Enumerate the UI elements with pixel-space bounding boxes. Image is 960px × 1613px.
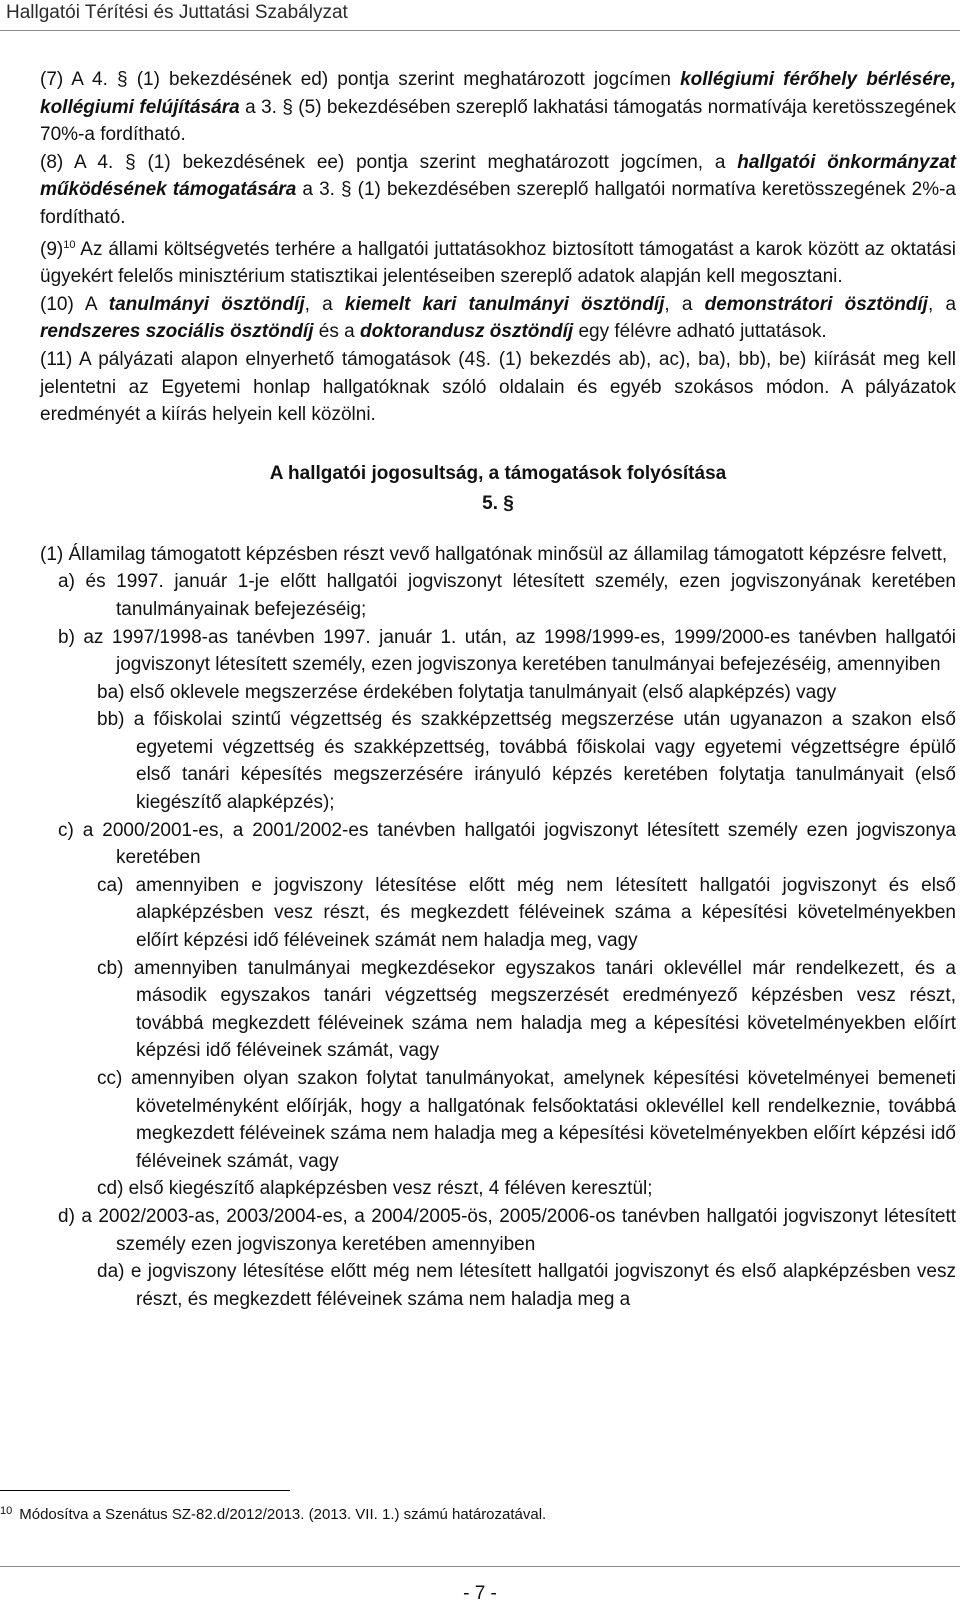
list-item-cc: cc) amennyiben olyan szakon folytat tanulmányokat, amelynek képesítési követelményei bemeneti követelményként előírják, hogy a hallgatónak felsőoktatási oklevéllel kell rendelkeznie, továbbá megkezdett féléveinek száma nem haladja meg a képesítési követelményekben előírt képzési idő féléveinek számát, vagy	[97, 1068, 956, 1172]
section-title: A hallgatói jogosultság, a támogatások folyósítása	[269, 462, 727, 484]
page-footer	[0, 1566, 960, 1567]
footnote-text: Módosítva a Szenátus SZ-82.d/2012/2013. (2013. VII. 1.) számú határozatával.	[19, 1506, 547, 1523]
footnote	[0, 1500, 546, 1526]
footnote-number: 10	[0, 1505, 13, 1517]
list-item-ba: ba) első oklevele megszerzése érdekében folytatja tanulmányait (első alapképzés) vagy	[97, 681, 837, 703]
list-item-d: d) a 2002/2003-as, 2003/2004-es, a 2004/2005-ös, 2005/2006-os tanévben hallgatói jogviszonyt létesített személy ezen jogviszonya keretében amennyiben	[58, 1205, 956, 1255]
list-item-cd: cd) első kiegészítő alapképzésben vesz részt, 4 féléven keresztül;	[97, 1178, 653, 1200]
header-title: Hallgatói Térítési és Juttatási Szabályzat	[6, 2, 348, 23]
section-sign: §	[125, 151, 136, 173]
section-sign: §	[475, 348, 486, 370]
footnote-reference: 10	[63, 238, 76, 251]
list-item-b: b) az 1997/1998-as tanévben 1997. január 1. után, az 1998/1999-es, 1999/2000-es tanévben hallgatói jogviszonyt létesített személy, ezen jogviszonya keretében tanulmányai befejezéséig, amennyiben	[58, 626, 956, 676]
list-item-c: c) a 2000/2001-es, a 2001/2002-es tanévben hallgatói jogviszonyt létesített személy ezen jogviszonya keretében	[58, 819, 956, 869]
list-item-cb: cb) amennyiben tanulmányai megkezdésekor egyszakos tanári oklevéllel már rendelkezett, és a második egyszakos tanári végzettség megszerzését eredményező képzésben vesz részt, továbbá megkezdett féléveinek száma nem haladja meg a képesítési követelményekben előírt képzési idő féléveinek számát, vagy	[97, 957, 956, 1062]
section-sign: §	[282, 96, 293, 118]
list-item-bb: bb) a főiskolai szintű végzettség és szakképzettség megszerzése után ugyanazon a szakon első egyetemi végzettség és szakképzettség, továbbá főiskolai vagy egyetemi végzettségre épülő első tanári képesítés megszerzésére irányuló képzés keretében folytatja tanulmányait (első kiegészítő alapképzés);	[97, 709, 956, 814]
section-5-intro: (1) Államilag támogatott képzésben részt vevő hallgatónak minősül az államilag támogatott képzésre felvett,	[40, 543, 948, 565]
page-number: - 7 -	[463, 1583, 497, 1604]
section-number: 5. §	[482, 492, 514, 514]
paragraph-11: (11) A pályázati alapon elnyerhető támogatások (4§. (1) bekezdés ab), ac), ba), bb), be) kiírását meg kell jelentetni az Egyetemi honlap hallgatóknak szóló oldalain és egyéb szokásos módon. A pályázatok eredményét a kiírás helyein kell közölni.	[40, 348, 956, 426]
section-sign: §	[341, 179, 352, 201]
list-item-da: da) e jogviszony létesítése előtt még nem létesített hallgatói jogviszonyt és első alapképzésben vesz részt, és megkezdett féléveinek száma nem haladja meg a	[97, 1261, 956, 1310]
list-item-a: a) és 1997. január 1-je előtt hallgatói jogviszonyt létesített személy, ezen jogviszonyának keretében tanulmányainak befejezéséig;	[58, 571, 956, 620]
paragraph-10: (10) A tanulmányi ösztöndíj, a kiemelt kari tanulmányi ösztöndíj, a demonstrátori ösztöndíj, a rendszeres szociális ösztöndíj és a doktorandusz ösztöndíj egy félévre adható juttatások.	[40, 293, 957, 343]
footnote-separator	[0, 1490, 290, 1491]
list-item-ca: ca) amennyiben e jogviszony létesítése előtt még nem létesített hallgatói jogviszonyt és első alapképzésben vesz részt, és megkezdett féléveinek száma a képesítési követelményekben előírt képzési idő féléveinek számát nem haladja meg, vagy	[97, 874, 956, 952]
page-header	[0, 0, 960, 31]
section-heading	[40, 459, 956, 519]
document-body	[40, 66, 956, 1313]
section-sign: §	[117, 69, 128, 90]
paragraph-7: (7) A 4. § (1) bekezdésének ed) pontja szerint meghatározott jogcímen kollégiumi férőhely bérlésére, kollégiumi felújítására a 3. § (5) bekezdésében szereplő lakhatási támogatás normatívája keretösszegének 70%-a fordítható.	[40, 69, 957, 146]
paragraph-8: (8) A 4. § (1) bekezdésének ee) pontja szerint meghatározott jogcímen, a hallgatói önkormányzat működésének támogatására a 3. § (1) bekezdésében szereplő hallgatói normatíva keretösszegének 2%-a fordítható.	[40, 151, 957, 228]
paragraph-9: $(9)^{10}$ Az állami költségvetés terhére a hallgatói juttatásokhoz biztosított támogatást a karok között az oktatási ügyekért felelős minisztérium statisztikai jelentéseiben szereplő adatok alapján kell megosztani.	[40, 238, 956, 288]
